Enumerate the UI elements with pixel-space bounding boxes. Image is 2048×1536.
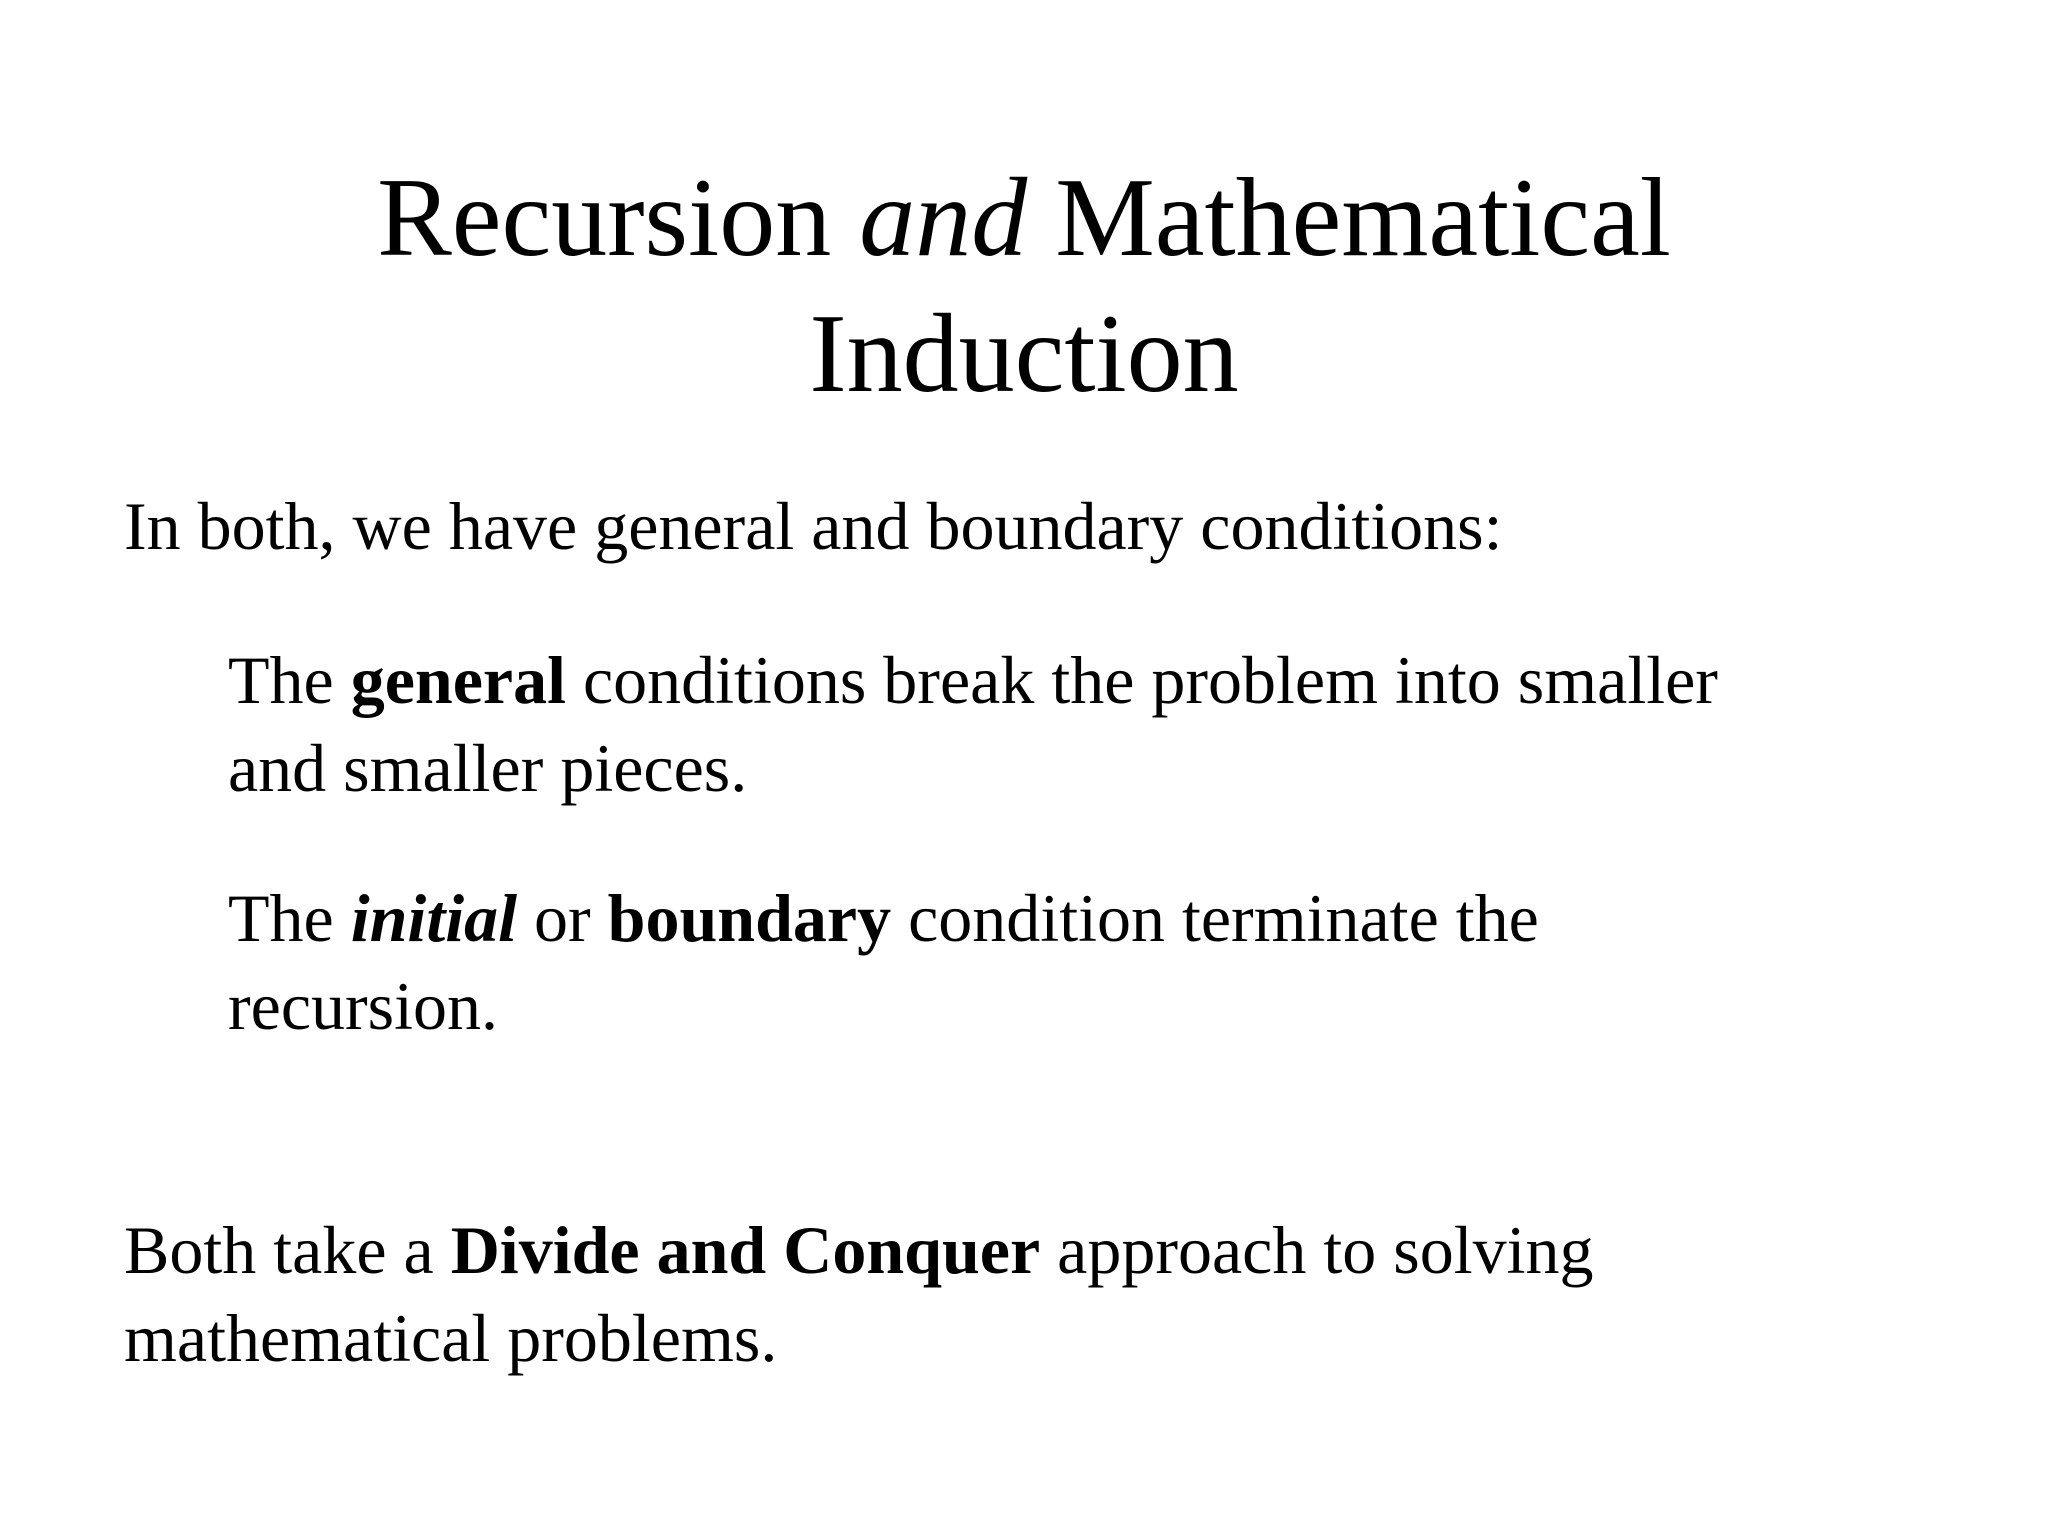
boundary-line-2: recursion. xyxy=(228,968,499,1044)
divide-and-conquer-term: Divide and Conquer xyxy=(450,1212,1041,1288)
boundary-conditions-paragraph xyxy=(228,874,1539,1050)
boundary-pre: The xyxy=(228,880,351,956)
title-line-1 xyxy=(0,150,2048,286)
title-italic-and: and xyxy=(859,156,1028,280)
closing-paragraph xyxy=(124,1206,1594,1382)
slide-title xyxy=(0,150,2048,422)
boundary-mid: or xyxy=(517,880,608,956)
general-pre: The xyxy=(228,642,351,718)
general-bold-term: general xyxy=(350,642,566,718)
general-post: conditions break the problem into smaller xyxy=(565,642,1718,718)
general-line-2: and smaller pieces. xyxy=(228,730,748,806)
boundary-line-1 xyxy=(228,874,1539,962)
general-line-1 xyxy=(228,636,1718,724)
closing-line-2: mathematical problems. xyxy=(124,1300,778,1376)
closing-post: approach to solving xyxy=(1040,1212,1594,1288)
initial-bold-italic-term: initial xyxy=(350,880,517,956)
title-part-1: Recursion xyxy=(377,156,860,280)
title-line-2: Induction xyxy=(809,292,1239,416)
closing-pre: Both take a xyxy=(124,1212,451,1288)
closing-line-1 xyxy=(124,1206,1594,1294)
general-conditions-paragraph xyxy=(228,636,1718,812)
lead-paragraph: In both, we have general and boundary conditions: xyxy=(124,488,1503,564)
title-part-3: Mathematical xyxy=(1027,156,1671,280)
boundary-post: condition terminate the xyxy=(891,880,1539,956)
boundary-bold-term: boundary xyxy=(607,880,892,956)
